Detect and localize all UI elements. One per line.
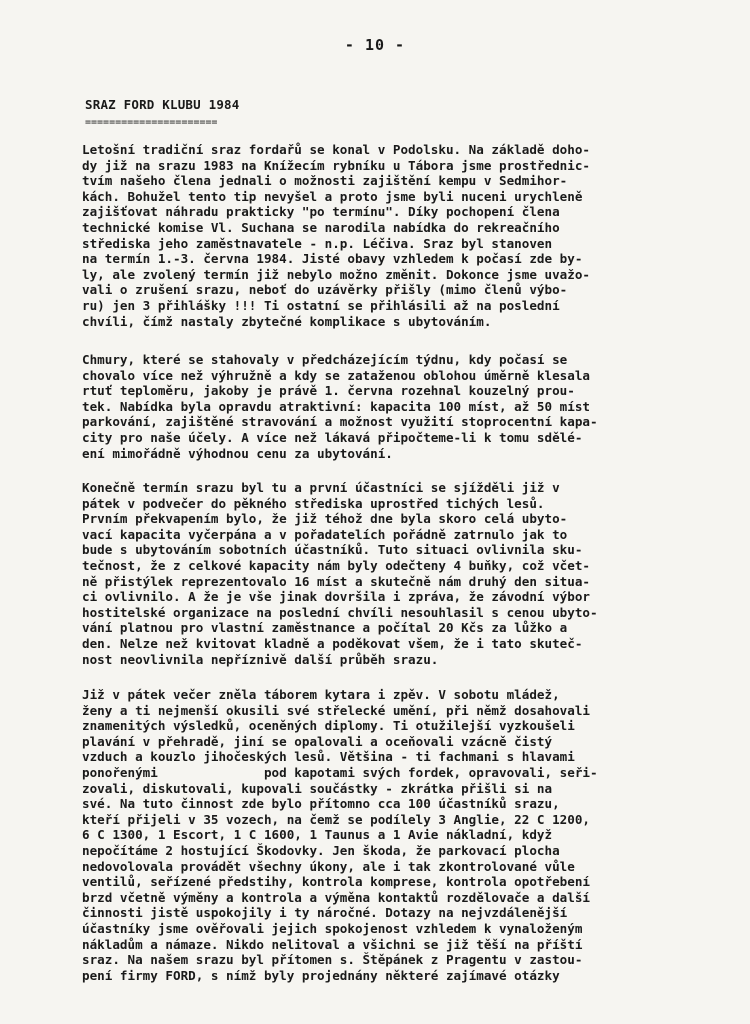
- paragraph-4: [82, 687, 682, 983]
- text-line: ly, ale zvolený termín již nebylo možno změnit. Dokonce jsme uvažo-: [82, 266, 590, 282]
- text-line: Konečně termín srazu byl tu a první účastníci se sjížděli již v: [82, 480, 560, 495]
- text-line: ně přistýlek reprezentovalo 16 míst a skutečně nám druhý den situa-: [82, 573, 590, 589]
- text-line: nedovolovala provádět všechny úkony, ale i tak zkontrolované vůle: [82, 858, 575, 874]
- text-line: ponořenými pod kapotami svých fordek, opravovali, seři-: [82, 764, 598, 780]
- text-line: dy již na srazu 1983 na Knížecím rybníku u Tábora jsme prostřednic-: [82, 157, 590, 173]
- text-line: ru) jen 3 přihlášky !!! Ti ostatní se přihlásili až na poslední: [82, 297, 560, 313]
- paragraph-1: [82, 142, 682, 329]
- text-line: ventilů, seřízené předstihy, kontrola komprese, kontrola opotřebení: [82, 874, 590, 890]
- text-line: Chmury, které se stahovaly v předcházejícím týdnu, kdy počasí se: [82, 352, 568, 367]
- text-line: chvíli, čímž nastaly zbytečné komplikace s ubytováním.: [82, 313, 492, 329]
- text-line: Prvním překvapením bylo, že již téhož dne byla skoro celá ubyto-: [82, 511, 568, 527]
- text-line: pení firmy FORD, s nímž byly projednány některé zajímavé otázky: [82, 967, 560, 983]
- text-line: střediska jeho zaměstnavatele - n.p. Léčiva. Sraz byl stanoven: [82, 235, 553, 251]
- text-line: nepočítáme 2 hostující Škodovky. Jen škoda, že parkovací plocha: [82, 842, 560, 858]
- text-line: znamenitých výsledků, oceněných diplomy. Ti otužilejší vyzkoušeli: [82, 718, 575, 734]
- text-line: své. Na tuto činnost zde bylo přítomno cca 100 účastníků srazu,: [82, 796, 560, 812]
- text-line: zovali, diskutovali, kupovali součástky - zkrátka přišli si na: [82, 780, 553, 796]
- text-line: den. Nelze než kvitovat kladně a poděkovat všem, že i tato skuteč-: [82, 635, 583, 651]
- text-line: účastníky jsme ověřovali jejich spokojenost vzhledem k vynaloženým: [82, 920, 583, 936]
- text-line: na termín 1.-3. června 1984. Jisté obavy vzhledem k počasí zde by-: [82, 251, 583, 267]
- text-line: rtuť teploměru, jakoby je právě 1. června rozehnal kouzelný prou-: [82, 383, 575, 399]
- text-line: vali o zrušení srazu, neboť do uzávěrky přišly (mimo členů výbo-: [82, 282, 568, 298]
- paragraph-2: [82, 352, 682, 461]
- text-line: Již v pátek večer zněla táborem kytara i zpěv. V sobotu mládež,: [82, 687, 560, 702]
- text-line: činnosti jistě uspokojily i ty náročné. Dotazy na nejvzdálenější: [82, 905, 568, 921]
- text-line: plavání v přehradě, jiní se opalovali a oceňovali vzácně čistý: [82, 733, 553, 749]
- text-line: chovalo více než výhružně a kdy se zataženou oblohou úměrně klesala: [82, 367, 590, 383]
- text-line: Letošní tradiční sraz fordařů se konal v Podolsku. Na základě doho-: [82, 142, 590, 157]
- text-line: city pro naše účely. A více než lákavá připočteme-li k tomu sdělé-: [82, 429, 583, 445]
- page-number: - 10 -: [344, 36, 406, 54]
- text-line: vání platnou pro vlastní zaměstnance a počítal 20 Kčs za lůžko a: [82, 620, 568, 636]
- text-line: bude s ubytováním sobotních účastníků. Tuto situaci ovlivnila sku-: [82, 542, 583, 558]
- text-line: ci ovlivnilo. A že je vše jinak dovršila i zpráva, že závodní výbor: [82, 589, 590, 605]
- paragraph-3: [82, 480, 682, 667]
- text-line: hostitelské organizace na poslední chvíli nesouhlasil s cenou ubyto-: [82, 604, 598, 620]
- text-line: nost neovlivnila nepříznivě další průběh srazu.: [82, 651, 439, 667]
- text-line: tek. Nabídka byla opravdu atraktivní: kapacita 100 míst, až 50 míst: [82, 398, 590, 414]
- text-line: kteří přijeli v 35 vozech, na čemž se podílely 3 Anglie, 22 C 1200,: [82, 811, 590, 827]
- text-line: nákladům a námaze. Nikdo nelitoval a všichni se již těší na příští: [82, 936, 583, 952]
- text-line: brzd včetně výměny a kontrola a výměna kontaktů rozdělovače a další: [82, 889, 590, 905]
- text-line: vzduch a kouzlo jihočeských lesů. Většina - ti fachmani s hlavami: [82, 749, 575, 765]
- text-line: sraz. Na našem srazu byl přítomen s. Štěpánek z Pragentu v zastou-: [82, 952, 583, 968]
- text-line: parkování, zajištěné stravování a možnost využití stoprocentní kapa-: [82, 414, 598, 430]
- article-title: SRAZ FORD KLUBU 1984: [85, 97, 240, 112]
- title-underline: ======================: [85, 117, 218, 128]
- text-line: tečnost, že z celkové kapacity nám byly odečteny 4 buňky, což včet-: [82, 557, 590, 573]
- text-line: vací kapacita vyčerpána a v pořadatelích pořádně zatrnulo jak to: [82, 526, 568, 542]
- text-line: pátek v podvečer do pěkného střediska uprostřed tichých lesů.: [82, 495, 545, 511]
- text-line: zajišťovat náhradu prakticky "po termínu". Díky pochopení člena: [82, 204, 560, 220]
- text-line: technické komise Vl. Suchana se narodila nabídka do rekreačního: [82, 219, 560, 235]
- text-line: 6 C 1300, 1 Escort, 1 C 1600, 1 Taunus a 1 Avie nákladní, když: [82, 827, 553, 843]
- text-line: kách. Bohužel tento tip nevyšel a proto jsme byli nuceni urychleně: [82, 188, 583, 204]
- text-line: tvím našeho člena jednali o možnosti zajištění kempu v Sedmihor-: [82, 173, 568, 189]
- text-line: ení mimořádně výhodnou cenu za ubytování.: [82, 445, 393, 461]
- text-line: ženy a ti nejmenší okusili své střelecké umění, při němž dosahovali: [82, 702, 590, 718]
